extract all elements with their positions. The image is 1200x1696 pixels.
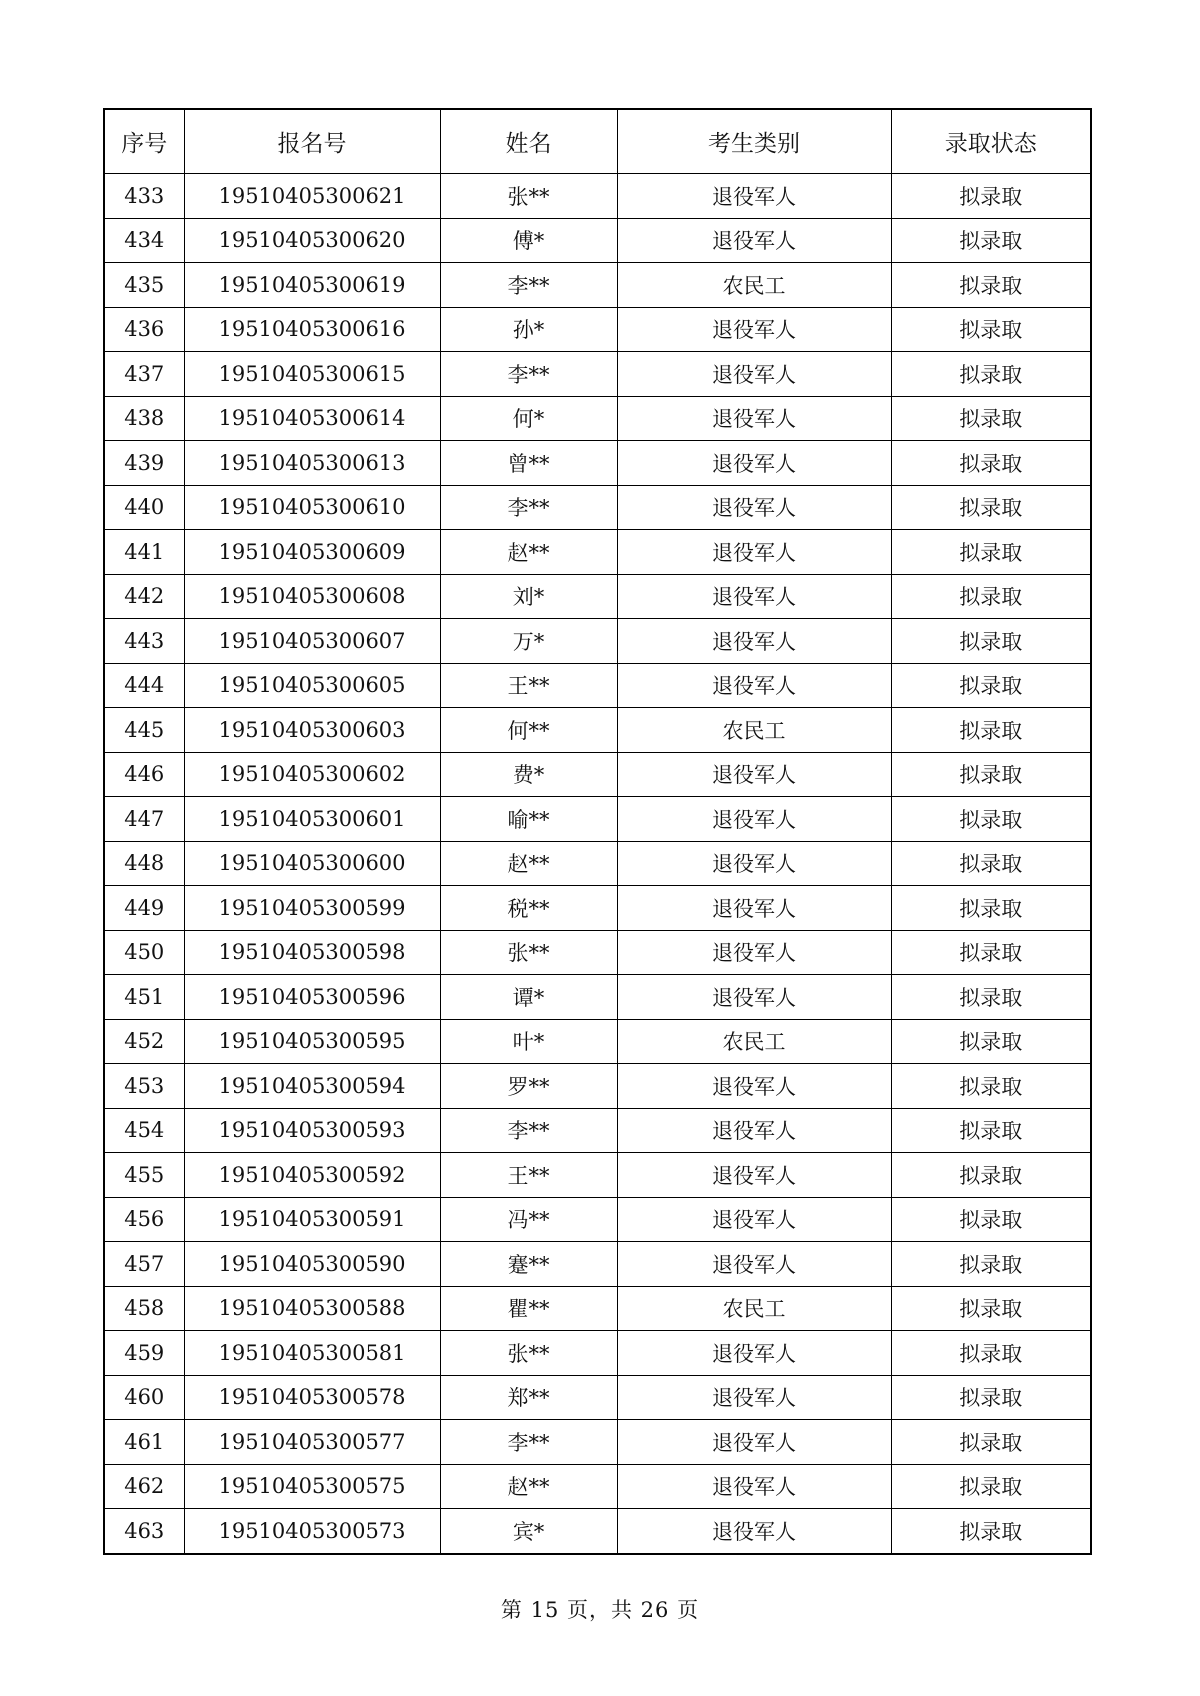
table-row — [104, 1375, 1091, 1420]
cell-registration-number: 19510405300616 — [184, 307, 440, 352]
table-row — [104, 1019, 1091, 1064]
table-row — [104, 441, 1091, 486]
cell-serial: 451 — [104, 975, 184, 1020]
cell-serial: 461 — [104, 1420, 184, 1465]
cell-candidate-category: 退役军人 — [617, 841, 891, 886]
cell-registration-number: 19510405300602 — [184, 752, 440, 797]
cell-admission-status: 拟录取 — [891, 841, 1091, 886]
cell-candidate-category: 退役军人 — [617, 930, 891, 975]
cell-name: 曾** — [440, 441, 617, 486]
cell-admission-status: 拟录取 — [891, 1375, 1091, 1420]
cell-serial: 439 — [104, 441, 184, 486]
table-row — [104, 307, 1091, 352]
cell-registration-number: 19510405300593 — [184, 1108, 440, 1153]
table-row — [104, 574, 1091, 619]
cell-name: 郑** — [440, 1375, 617, 1420]
table-row — [104, 1464, 1091, 1509]
cell-serial: 454 — [104, 1108, 184, 1153]
table-row — [104, 485, 1091, 530]
cell-registration-number: 19510405300610 — [184, 485, 440, 530]
table-row — [104, 975, 1091, 1020]
cell-admission-status: 拟录取 — [891, 1464, 1091, 1509]
table-row — [104, 797, 1091, 842]
cell-admission-status: 拟录取 — [891, 174, 1091, 219]
cell-serial: 434 — [104, 218, 184, 263]
cell-registration-number: 19510405300614 — [184, 396, 440, 441]
table-row — [104, 1197, 1091, 1242]
cell-name: 万* — [440, 619, 617, 664]
cell-name: 蹇** — [440, 1242, 617, 1287]
cell-serial: 455 — [104, 1153, 184, 1198]
cell-serial: 450 — [104, 930, 184, 975]
cell-candidate-category: 退役军人 — [617, 1509, 891, 1554]
cell-name: 费* — [440, 752, 617, 797]
cell-admission-status: 拟录取 — [891, 1242, 1091, 1287]
cell-serial: 441 — [104, 530, 184, 575]
cell-registration-number: 19510405300578 — [184, 1375, 440, 1420]
cell-admission-status: 拟录取 — [891, 485, 1091, 530]
table-row — [104, 1286, 1091, 1331]
cell-candidate-category: 退役军人 — [617, 975, 891, 1020]
cell-serial: 435 — [104, 263, 184, 308]
cell-candidate-category: 退役军人 — [617, 1064, 891, 1109]
cell-admission-status: 拟录取 — [891, 263, 1091, 308]
table-header — [104, 109, 1091, 174]
cell-registration-number: 19510405300620 — [184, 218, 440, 263]
cell-admission-status: 拟录取 — [891, 352, 1091, 397]
cell-candidate-category: 退役军人 — [617, 1375, 891, 1420]
cell-name: 王** — [440, 1153, 617, 1198]
cell-name: 喻** — [440, 797, 617, 842]
cell-serial: 433 — [104, 174, 184, 219]
cell-name: 何* — [440, 396, 617, 441]
cell-serial: 456 — [104, 1197, 184, 1242]
cell-candidate-category: 退役军人 — [617, 396, 891, 441]
cell-serial: 463 — [104, 1509, 184, 1554]
cell-admission-status: 拟录取 — [891, 1420, 1091, 1465]
header-serial: 序号 — [104, 109, 184, 174]
cell-name: 傅* — [440, 218, 617, 263]
cell-candidate-category: 退役军人 — [617, 1464, 891, 1509]
cell-candidate-category: 退役军人 — [617, 352, 891, 397]
cell-registration-number: 19510405300615 — [184, 352, 440, 397]
cell-registration-number: 19510405300592 — [184, 1153, 440, 1198]
cell-admission-status: 拟录取 — [891, 1197, 1091, 1242]
cell-registration-number: 19510405300608 — [184, 574, 440, 619]
cell-admission-status: 拟录取 — [891, 574, 1091, 619]
cell-serial: 449 — [104, 886, 184, 931]
cell-registration-number: 19510405300591 — [184, 1197, 440, 1242]
cell-name: 宾* — [440, 1509, 617, 1554]
cell-serial: 442 — [104, 574, 184, 619]
table-row — [104, 1153, 1091, 1198]
table-row — [104, 1064, 1091, 1109]
cell-name: 李** — [440, 1108, 617, 1153]
cell-candidate-category: 退役军人 — [617, 530, 891, 575]
cell-registration-number: 19510405300613 — [184, 441, 440, 486]
cell-name: 何** — [440, 708, 617, 753]
cell-admission-status: 拟录取 — [891, 1064, 1091, 1109]
cell-admission-status: 拟录取 — [891, 619, 1091, 664]
cell-candidate-category: 退役军人 — [617, 752, 891, 797]
cell-serial: 443 — [104, 619, 184, 664]
cell-registration-number: 19510405300609 — [184, 530, 440, 575]
table-row — [104, 886, 1091, 931]
table-row — [104, 663, 1091, 708]
cell-name: 李** — [440, 263, 617, 308]
cell-name: 张** — [440, 930, 617, 975]
cell-registration-number: 19510405300601 — [184, 797, 440, 842]
header-candidate-category: 考生类别 — [617, 109, 891, 174]
cell-registration-number: 19510405300619 — [184, 263, 440, 308]
cell-name: 李** — [440, 352, 617, 397]
cell-serial: 457 — [104, 1242, 184, 1287]
table-row — [104, 396, 1091, 441]
cell-registration-number: 19510405300605 — [184, 663, 440, 708]
cell-admission-status: 拟录取 — [891, 307, 1091, 352]
cell-registration-number: 19510405300594 — [184, 1064, 440, 1109]
cell-name: 谭* — [440, 975, 617, 1020]
cell-candidate-category: 退役军人 — [617, 307, 891, 352]
cell-name: 瞿** — [440, 1286, 617, 1331]
cell-name: 冯** — [440, 1197, 617, 1242]
header-registration-number: 报名号 — [184, 109, 440, 174]
cell-name: 李** — [440, 485, 617, 530]
cell-registration-number: 19510405300573 — [184, 1509, 440, 1554]
cell-admission-status: 拟录取 — [891, 1331, 1091, 1376]
cell-candidate-category: 退役军人 — [617, 174, 891, 219]
cell-name: 张** — [440, 174, 617, 219]
cell-admission-status: 拟录取 — [891, 441, 1091, 486]
table-row — [104, 263, 1091, 308]
table-row — [104, 1242, 1091, 1287]
table-row — [104, 1331, 1091, 1376]
cell-candidate-category: 退役军人 — [617, 1153, 891, 1198]
cell-admission-status: 拟录取 — [891, 530, 1091, 575]
cell-serial: 446 — [104, 752, 184, 797]
cell-registration-number: 19510405300607 — [184, 619, 440, 664]
cell-serial: 459 — [104, 1331, 184, 1376]
cell-registration-number: 19510405300588 — [184, 1286, 440, 1331]
table-row — [104, 1108, 1091, 1153]
cell-candidate-category: 退役军人 — [617, 441, 891, 486]
cell-candidate-category: 退役军人 — [617, 619, 891, 664]
cell-registration-number: 19510405300603 — [184, 708, 440, 753]
cell-admission-status: 拟录取 — [891, 218, 1091, 263]
cell-serial: 458 — [104, 1286, 184, 1331]
cell-admission-status: 拟录取 — [891, 663, 1091, 708]
cell-serial: 440 — [104, 485, 184, 530]
cell-serial: 436 — [104, 307, 184, 352]
cell-registration-number: 19510405300581 — [184, 1331, 440, 1376]
cell-name: 赵** — [440, 841, 617, 886]
cell-admission-status: 拟录取 — [891, 797, 1091, 842]
cell-registration-number: 19510405300596 — [184, 975, 440, 1020]
cell-candidate-category: 退役军人 — [617, 218, 891, 263]
header-admission-status: 录取状态 — [891, 109, 1091, 174]
cell-registration-number: 19510405300577 — [184, 1420, 440, 1465]
cell-admission-status: 拟录取 — [891, 752, 1091, 797]
cell-candidate-category: 农民工 — [617, 1019, 891, 1064]
table-row — [104, 530, 1091, 575]
cell-candidate-category: 退役军人 — [617, 485, 891, 530]
page-footer: 第 15 页，共 26 页 — [500, 1598, 700, 1622]
table-row — [104, 352, 1091, 397]
cell-name: 赵** — [440, 530, 617, 575]
cell-candidate-category: 农民工 — [617, 708, 891, 753]
cell-name: 孙* — [440, 307, 617, 352]
cell-serial: 438 — [104, 396, 184, 441]
table-row — [104, 174, 1091, 219]
cell-candidate-category: 退役军人 — [617, 574, 891, 619]
cell-admission-status: 拟录取 — [891, 886, 1091, 931]
cell-registration-number: 19510405300621 — [184, 174, 440, 219]
cell-serial: 453 — [104, 1064, 184, 1109]
table-row — [104, 841, 1091, 886]
cell-candidate-category: 退役军人 — [617, 1108, 891, 1153]
cell-admission-status: 拟录取 — [891, 396, 1091, 441]
cell-name: 张** — [440, 1331, 617, 1376]
cell-candidate-category: 农民工 — [617, 263, 891, 308]
cell-candidate-category: 退役军人 — [617, 1331, 891, 1376]
cell-candidate-category: 退役军人 — [617, 1197, 891, 1242]
cell-candidate-category: 农民工 — [617, 1286, 891, 1331]
cell-name: 罗** — [440, 1064, 617, 1109]
table-row — [104, 708, 1091, 753]
cell-admission-status: 拟录取 — [891, 1019, 1091, 1064]
cell-serial: 452 — [104, 1019, 184, 1064]
cell-admission-status: 拟录取 — [891, 975, 1091, 1020]
cell-candidate-category: 退役军人 — [617, 797, 891, 842]
cell-admission-status: 拟录取 — [891, 1153, 1091, 1198]
cell-serial: 460 — [104, 1375, 184, 1420]
header-name: 姓名 — [440, 109, 617, 174]
cell-serial: 445 — [104, 708, 184, 753]
cell-name: 王** — [440, 663, 617, 708]
cell-candidate-category: 退役军人 — [617, 886, 891, 931]
admission-table — [103, 108, 1092, 1555]
cell-admission-status: 拟录取 — [891, 1286, 1091, 1331]
cell-registration-number: 19510405300590 — [184, 1242, 440, 1287]
cell-registration-number: 19510405300575 — [184, 1464, 440, 1509]
table-row — [104, 619, 1091, 664]
cell-registration-number: 19510405300599 — [184, 886, 440, 931]
cell-name: 赵** — [440, 1464, 617, 1509]
table-row — [104, 930, 1091, 975]
cell-name: 李** — [440, 1420, 617, 1465]
cell-serial: 447 — [104, 797, 184, 842]
table-row — [104, 1509, 1091, 1554]
cell-candidate-category: 退役军人 — [617, 1420, 891, 1465]
cell-admission-status: 拟录取 — [891, 930, 1091, 975]
cell-registration-number: 19510405300595 — [184, 1019, 440, 1064]
cell-candidate-category: 退役军人 — [617, 1242, 891, 1287]
header-row — [104, 109, 1091, 174]
cell-serial: 448 — [104, 841, 184, 886]
table-row — [104, 1420, 1091, 1465]
cell-admission-status: 拟录取 — [891, 1509, 1091, 1554]
cell-name: 叶* — [440, 1019, 617, 1064]
cell-name: 刘* — [440, 574, 617, 619]
cell-registration-number: 19510405300600 — [184, 841, 440, 886]
cell-serial: 437 — [104, 352, 184, 397]
cell-serial: 444 — [104, 663, 184, 708]
cell-candidate-category: 退役军人 — [617, 663, 891, 708]
cell-admission-status: 拟录取 — [891, 708, 1091, 753]
cell-name: 税** — [440, 886, 617, 931]
table-body — [104, 174, 1091, 1554]
cell-serial: 462 — [104, 1464, 184, 1509]
cell-registration-number: 19510405300598 — [184, 930, 440, 975]
table-row — [104, 752, 1091, 797]
cell-admission-status: 拟录取 — [891, 1108, 1091, 1153]
table-row — [104, 218, 1091, 263]
